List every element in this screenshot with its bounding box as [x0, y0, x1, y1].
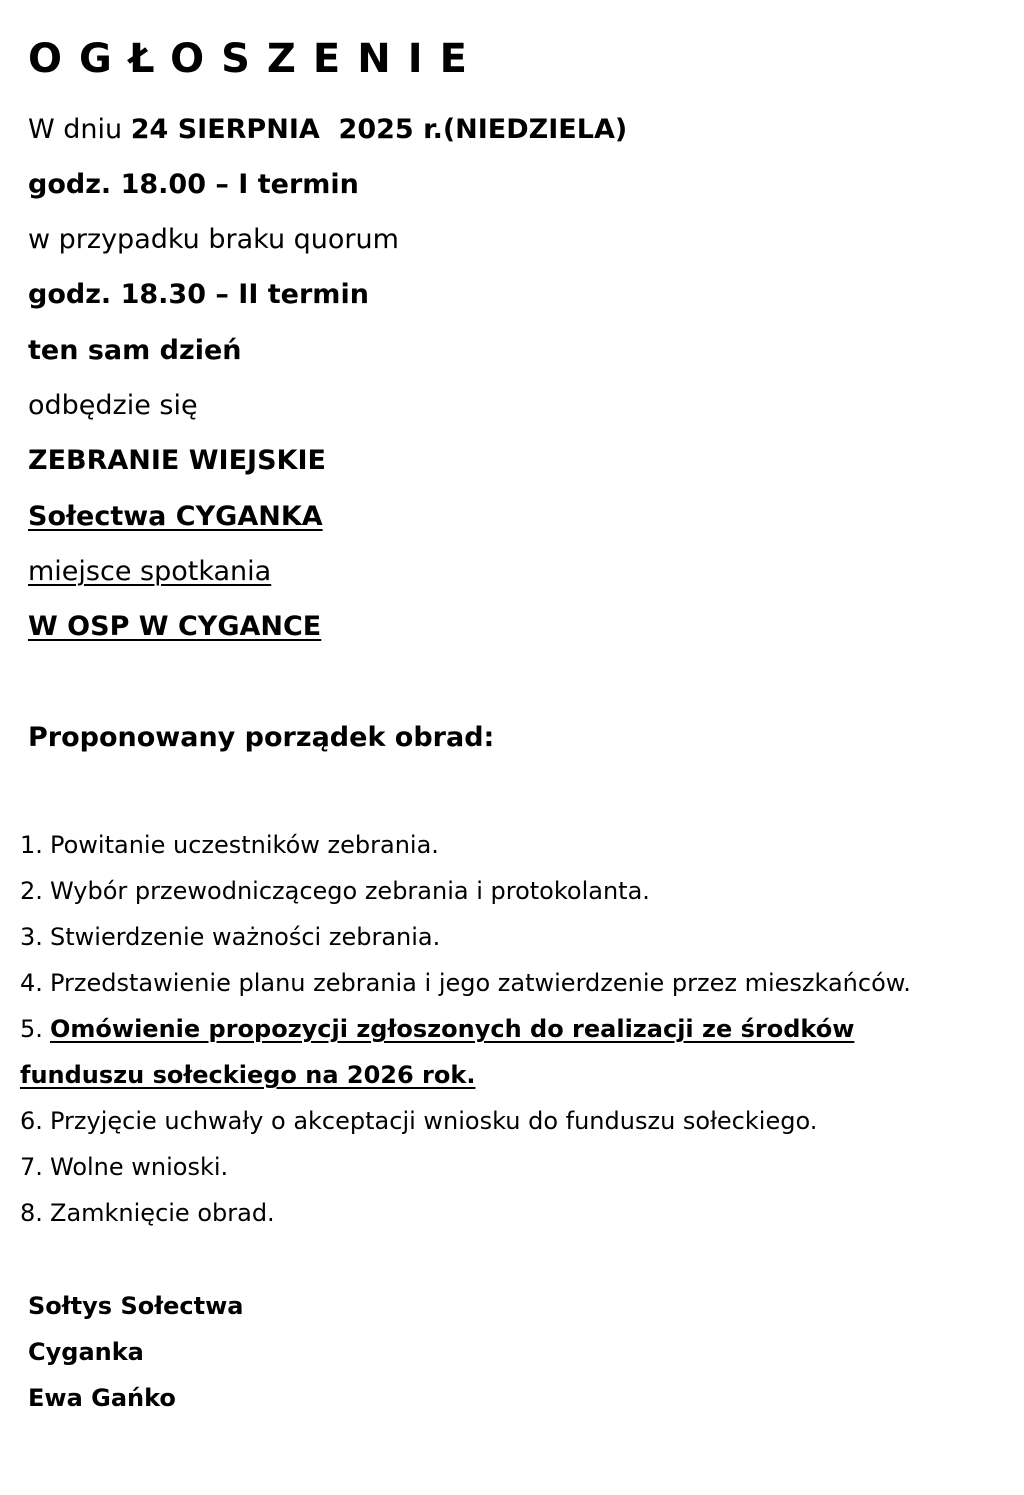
quorum-note: w przypadku braku quorum — [28, 224, 399, 255]
agenda-item — [20, 1014, 854, 1044]
page-title: OGŁOSZENIE — [28, 36, 484, 82]
agenda-item — [20, 1198, 275, 1228]
agenda-item-number: 5. — [20, 1015, 43, 1043]
signature-village: Cyganka — [28, 1338, 144, 1366]
agenda-item — [20, 1106, 817, 1136]
agenda-item-number: 4. — [20, 969, 43, 997]
agenda-item-continuation — [20, 1060, 475, 1090]
agenda-item-text: Stwierdzenie ważności zebrania. — [50, 923, 441, 951]
agenda-item — [20, 1152, 228, 1182]
agenda-item-number: 3. — [20, 923, 43, 951]
same-day: ten sam dzień — [28, 335, 242, 366]
agenda-item-number: 1. — [20, 831, 43, 859]
agenda-item — [20, 830, 439, 860]
first-term: godz. 18.00 – I termin — [28, 169, 359, 200]
agenda-item-text: Omówienie propozycji zgłoszonych do realizacji ze środków — [50, 1015, 855, 1043]
signature-role: Sołtys Sołectwa — [28, 1292, 244, 1320]
meeting-date: 24 SIERPNIA 2025 r.(NIEDZIELA) — [130, 114, 628, 145]
agenda-item-number: 7. — [20, 1153, 43, 1181]
agenda-item-text: Zamknięcie obrad. — [50, 1199, 275, 1227]
agenda-item-text: Wolne wnioski. — [50, 1153, 229, 1181]
agenda-item-text: Powitanie uczestników zebrania. — [50, 831, 439, 859]
meeting-name: ZEBRANIE WIEJSKIE — [28, 445, 326, 476]
agenda-heading: Proponowany porządek obrad: — [28, 722, 495, 753]
agenda-item-text: Przyjęcie uchwały o akceptacji wniosku do funduszu sołeckiego. — [50, 1107, 818, 1135]
meeting-place: W OSP W CYGANCE — [28, 611, 322, 642]
agenda-item-text: Przedstawienie planu zebrania i jego zatwierdzenie przez mieszkańców. — [50, 969, 911, 997]
date-line — [28, 113, 627, 147]
agenda-item — [20, 876, 650, 906]
agenda-item-number: 6. — [20, 1107, 43, 1135]
place-label: miejsce spotkania — [28, 556, 272, 587]
agenda-item-text-continuation: funduszu sołeckiego na 2026 rok. — [20, 1061, 476, 1089]
agenda-item-text: Wybór przewodniczącego zebrania i protokolanta. — [50, 877, 650, 905]
will-take-place: odbędzie się — [28, 390, 198, 421]
signature-name: Ewa Gańko — [28, 1384, 176, 1412]
agenda-item — [20, 968, 911, 998]
agenda-item-number: 2. — [20, 877, 43, 905]
agenda-item — [20, 922, 440, 952]
agenda-item-number: 8. — [20, 1199, 43, 1227]
village-name: Sołectwa CYGANKA — [28, 501, 323, 532]
second-term: godz. 18.30 – II termin — [28, 279, 369, 310]
date-prefix: W dniu — [28, 114, 131, 145]
